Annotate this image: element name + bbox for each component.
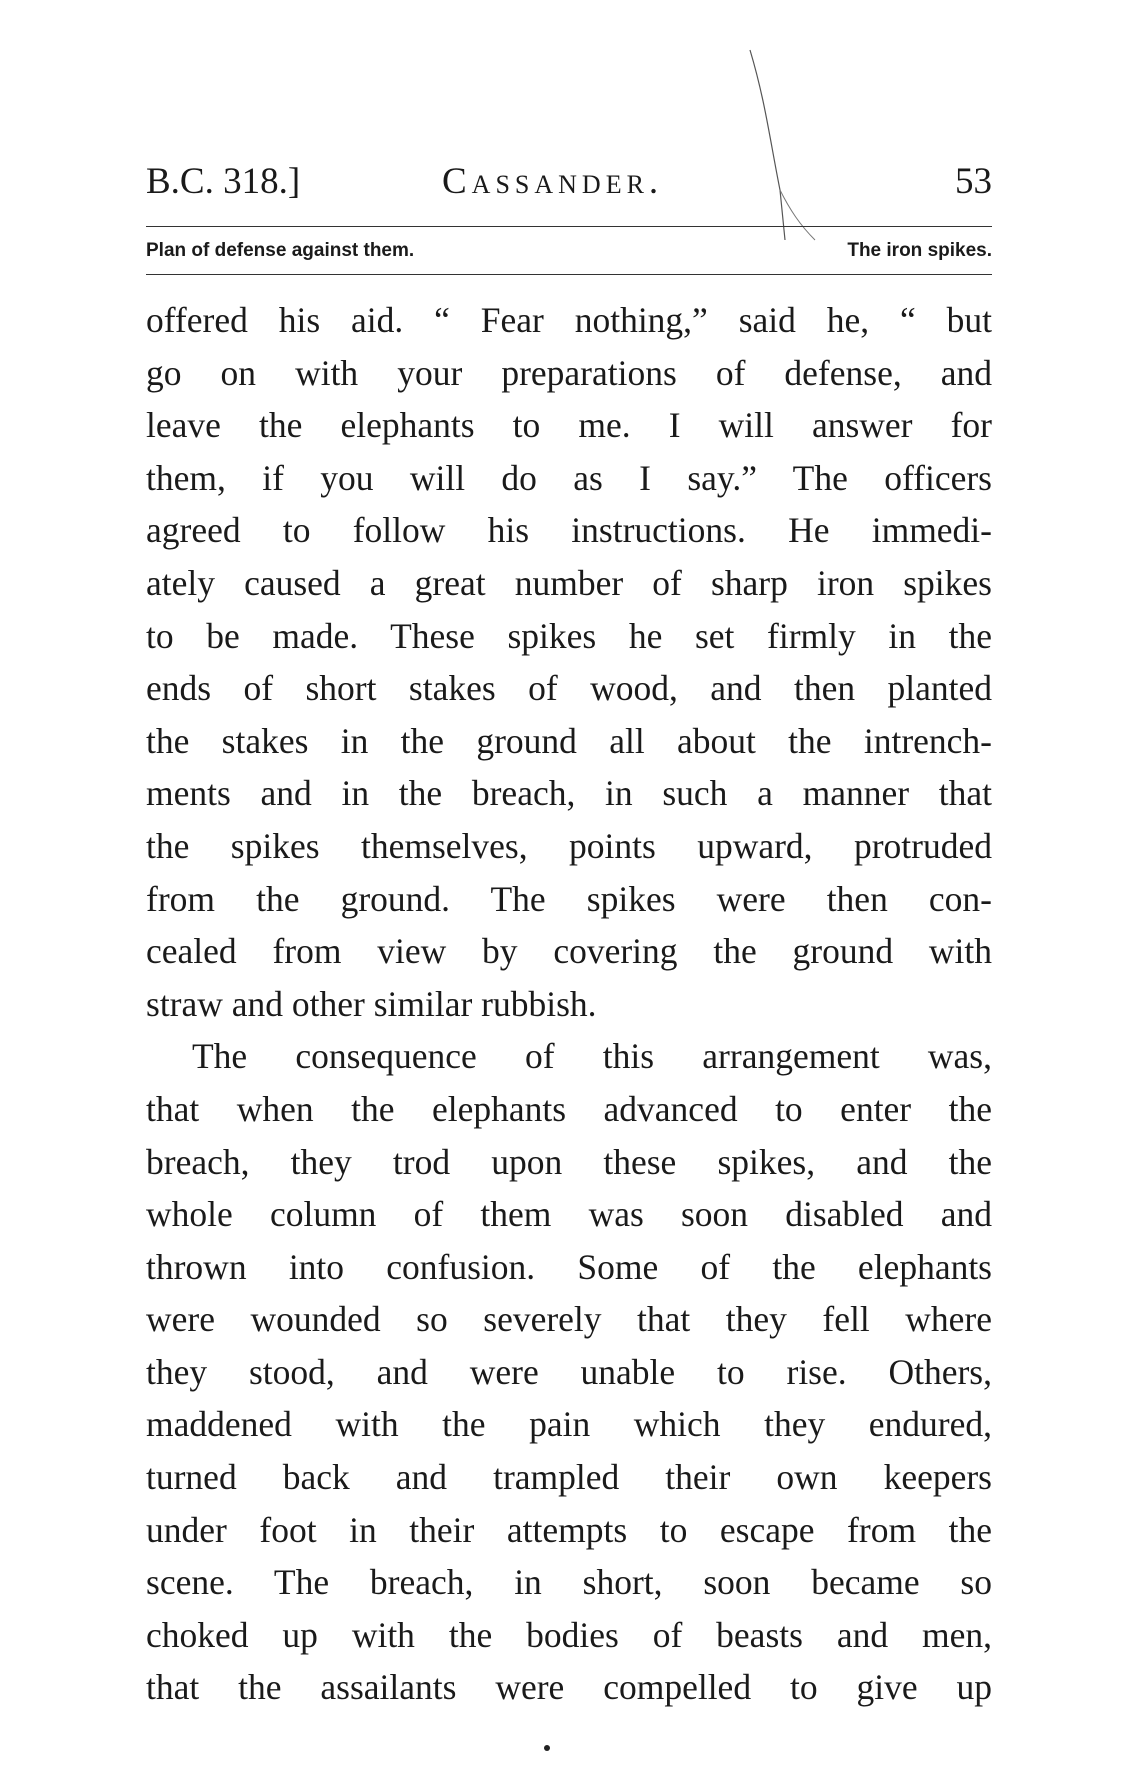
text-line: were wounded so severely that they fell where [146, 1299, 992, 1340]
body-text [146, 294, 992, 1714]
page-number: 53 [955, 161, 992, 202]
text-line: the spikes themselves, points upward, protruded [146, 825, 992, 866]
bottom-ink-dot [544, 1745, 550, 1751]
text-line: whole column of them was soon disabled and [146, 1194, 992, 1235]
sidenote-left: Plan of defense against them. [146, 240, 415, 261]
header-rule-top [146, 226, 992, 227]
running-head [146, 158, 992, 206]
text-line: that the assailants were compelled to give up [146, 1667, 992, 1708]
text-line: the stakes in the ground all about the intrench- [146, 720, 992, 761]
text-line: maddened with the pain which they endured, [146, 1404, 992, 1445]
text-line: scene. The breach, in short, soon became so [146, 1562, 992, 1603]
header-rule-bottom [146, 274, 992, 275]
paper-scratch-mark [740, 40, 830, 250]
text-line: straw and other similar rubbish. [146, 983, 597, 1024]
running-head-date: B.C. 318.] [146, 161, 301, 202]
text-line: ments and in the breach, in such a manner that [146, 773, 992, 814]
paragraph [146, 1030, 992, 1714]
text-line: offered his aid. “ Fear nothing,” said he, “ but [146, 300, 992, 340]
text-line: leave the elephants to me. I will answer for [146, 405, 992, 446]
sidenote-right: The iron spikes. [847, 240, 992, 261]
sidenote-bar [146, 231, 992, 271]
text-line: breach, they trod upon these spikes, and the [146, 1141, 992, 1182]
text-line: The consequence of this arrangement was, [192, 1036, 992, 1077]
text-line: thrown into confusion. Some of the elephants [146, 1246, 992, 1287]
text-line: that when the elephants advanced to enter the [146, 1088, 992, 1129]
text-line: cealed from view by covering the ground with [146, 931, 992, 972]
text-line: agreed to follow his instructions. He immedi- [146, 510, 992, 551]
paragraph [146, 294, 992, 1030]
text-line: turned back and trampled their own keepers [146, 1457, 992, 1498]
running-head-title: Cassander. [442, 161, 664, 202]
text-line: ends of short stakes of wood, and then planted [146, 668, 992, 709]
text-line: go on with your preparations of defense, and [146, 352, 992, 393]
text-line: they stood, and were unable to rise. Others, [146, 1351, 992, 1392]
text-line: them, if you will do as I say.” The officers [146, 457, 992, 498]
text-line: under foot in their attempts to escape from the [146, 1509, 992, 1550]
text-line: from the ground. The spikes were then con- [146, 878, 992, 919]
text-line: ately caused a great number of sharp iron spikes [146, 562, 992, 603]
text-line: to be made. These spikes he set firmly in the [146, 615, 992, 656]
text-line: choked up with the bodies of beasts and men, [146, 1614, 992, 1655]
